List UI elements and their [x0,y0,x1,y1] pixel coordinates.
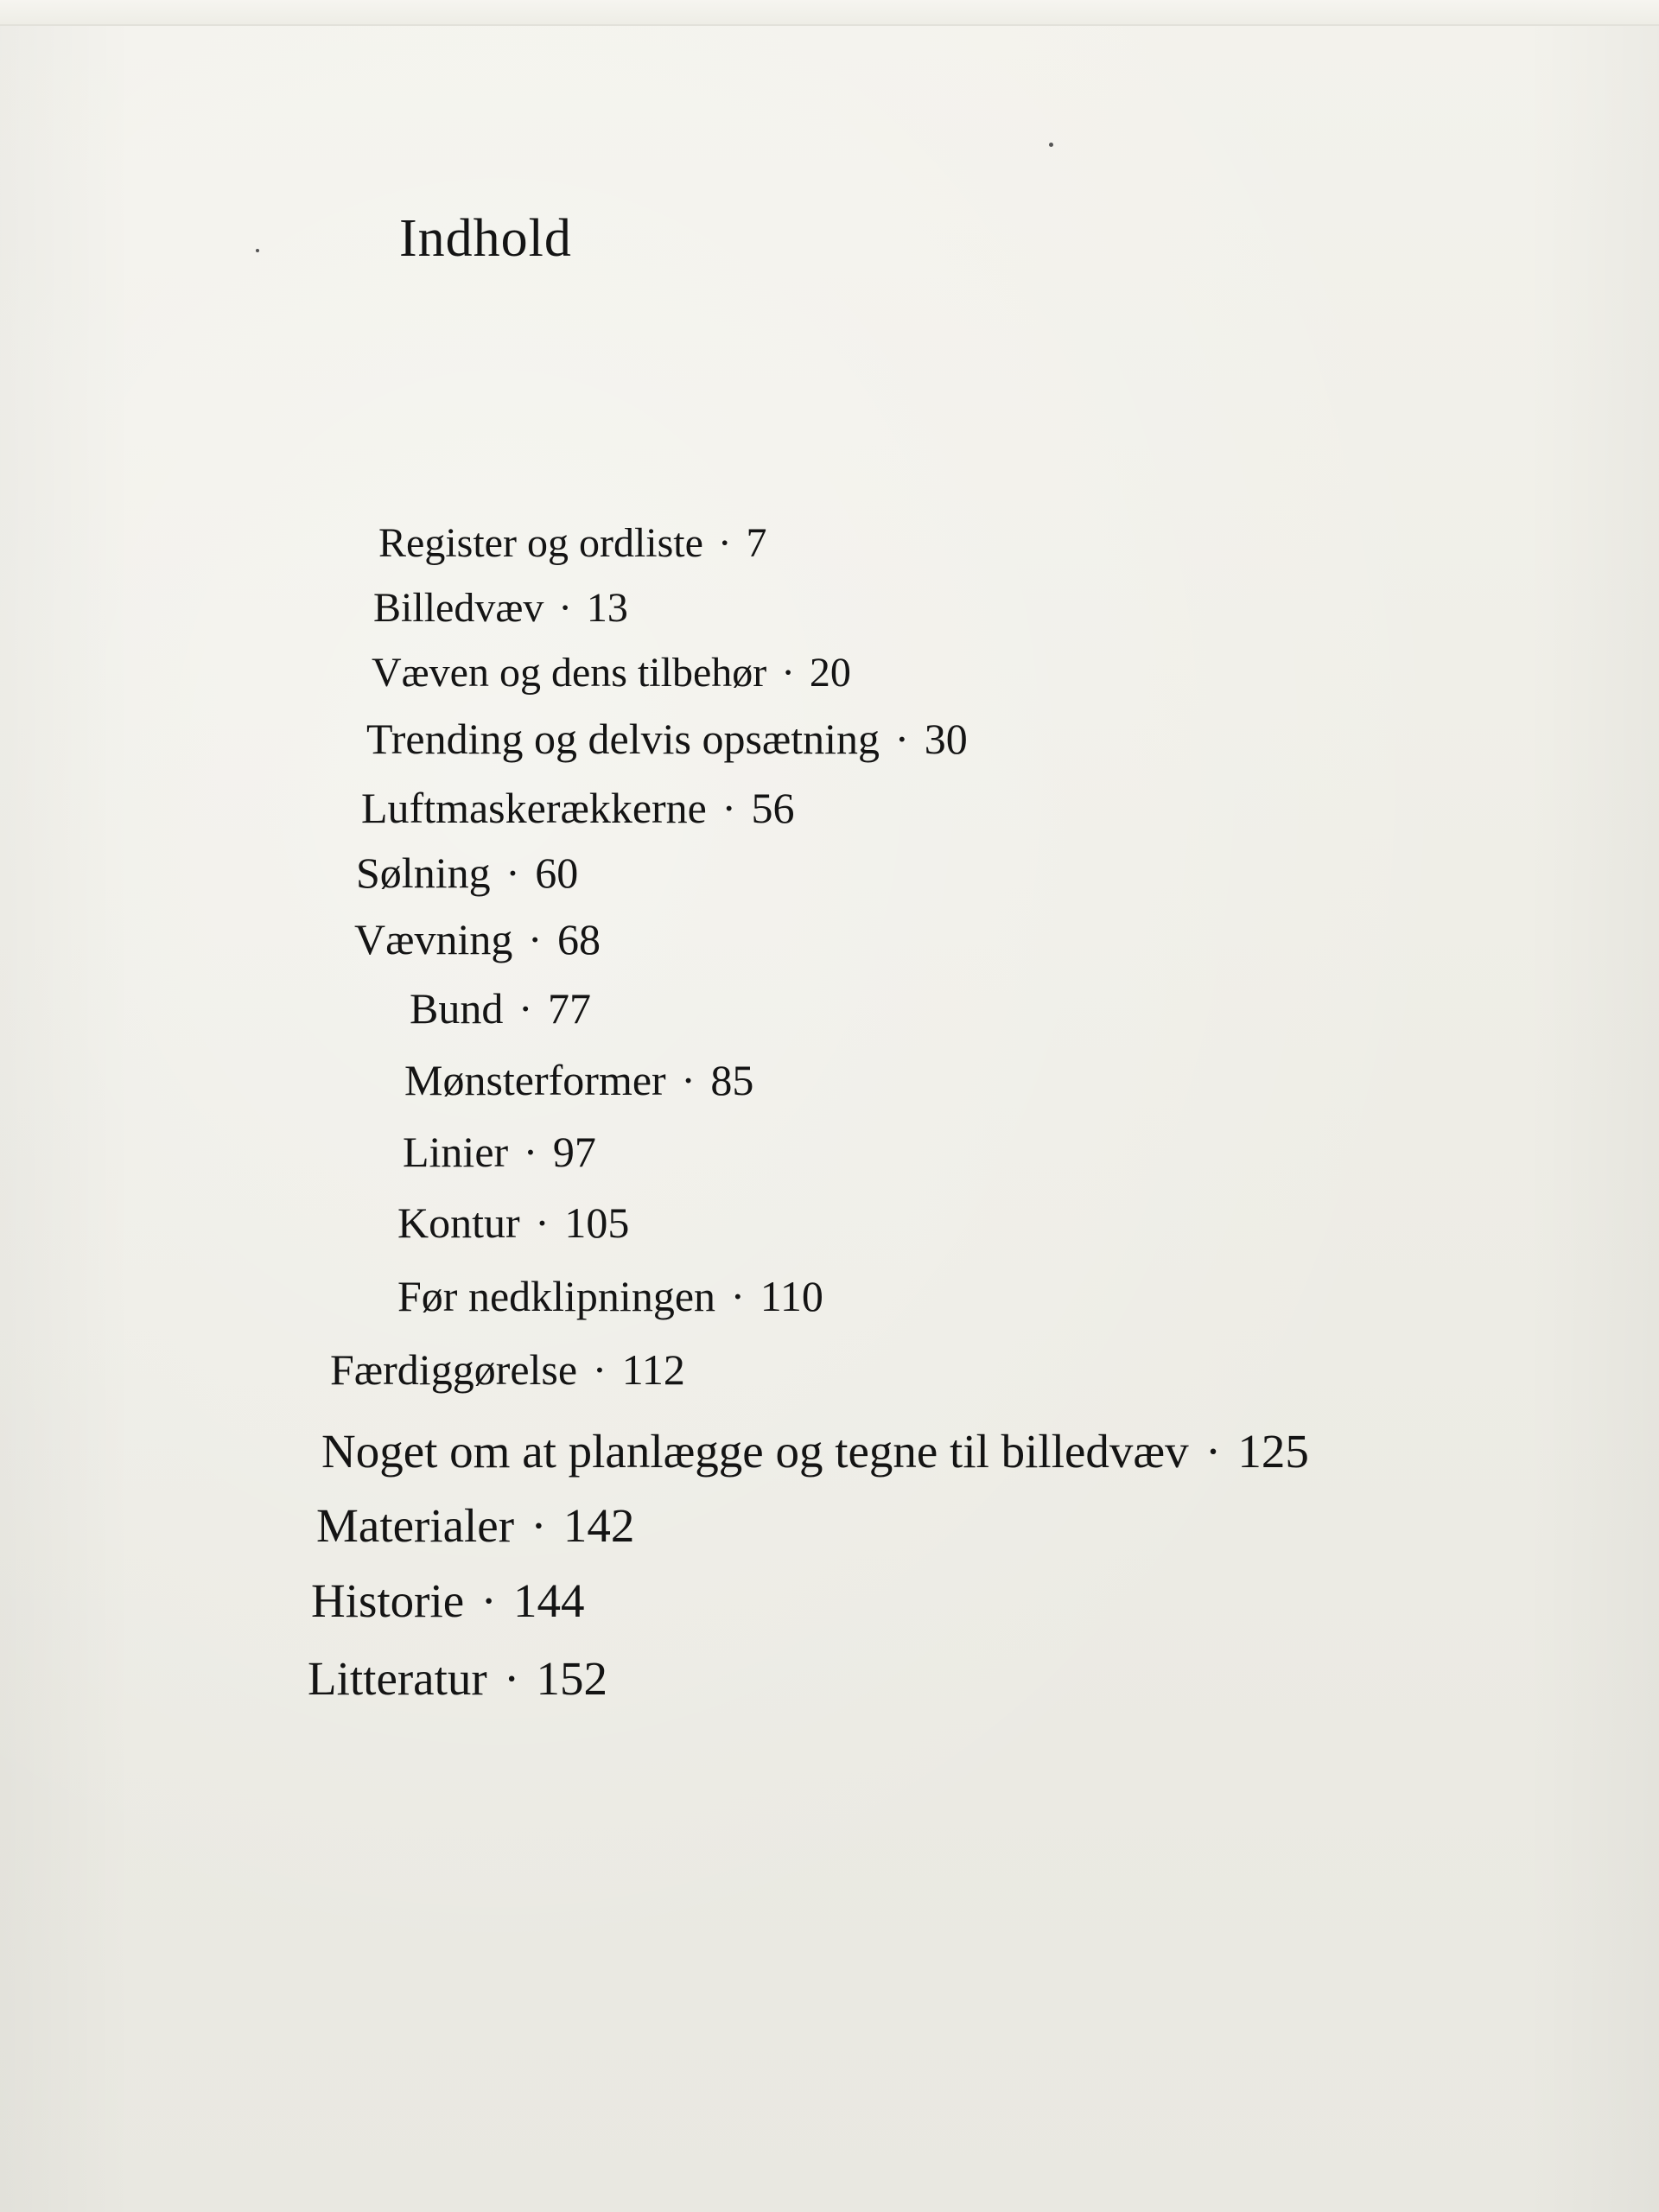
toc-entry [354,915,601,963]
toc-separator: · [527,915,543,963]
toc-separator: · [730,1272,746,1320]
toc-entry-page: 142 [563,1499,635,1552]
toc-entry-page: 144 [513,1574,585,1627]
toc-entry [403,1128,596,1176]
toc-entry-title: Billedvæv [373,585,544,631]
toc-entry [361,786,795,830]
toc-entry [366,715,968,763]
toc-entry [356,849,579,897]
toc-separator: · [503,1652,520,1705]
toc-entry-title: Litteratur [308,1652,487,1705]
toc-entry-title: Kontur [397,1198,520,1247]
toc-entry [404,1058,753,1102]
toc-separator: · [781,650,796,696]
toc-entry-page: 105 [564,1198,630,1247]
toc-entry [410,984,592,1033]
toc-entry-page: 7 [746,520,767,566]
toc-entry [378,520,767,566]
toc-entry-title: Trending og delvis opsætning [366,715,880,763]
toc-entry-page: 56 [751,784,795,832]
toc-entry-page: 85 [710,1056,754,1104]
toc-entry-title: Vævning [354,915,513,963]
toc-entry-title: Historie [311,1574,465,1627]
toc-separator: · [894,715,910,763]
toc-separator: · [505,849,520,897]
toc-separator: · [558,585,573,631]
toc-entry-title: Noget om at planlægge og tegne til billedvæv [321,1425,1189,1478]
toc-entry-page: 20 [809,650,851,696]
toc-entry [311,1574,585,1627]
toc-separator: · [592,1345,607,1394]
toc-entry-title: Materialer [316,1499,515,1552]
toc-entry-title: Bund [410,984,504,1033]
page-title: Indhold [399,209,572,268]
toc-entry-title: Linier [403,1128,509,1176]
toc-entry-title: Før nedklipningen [397,1272,716,1320]
toc-entry [330,1345,685,1394]
toc-entry-page: 68 [557,915,601,963]
toc-entry-page: 152 [536,1652,608,1705]
toc-entry-title: Væven og dens tilbehør [372,650,767,696]
toc-separator: · [681,1056,696,1104]
toc-entry-page: 110 [760,1272,823,1320]
toc-entry-page: 60 [535,849,579,897]
toc-entry-title: Sølning [356,849,491,897]
toc-separator: · [480,1574,497,1627]
toc-entry-title: Register og ordliste [378,520,703,566]
toc-entry-title: Færdiggørelse [330,1345,578,1394]
toc-separator: · [717,520,732,566]
toc-separator: · [518,984,533,1033]
toc-entry-page: 13 [586,585,628,631]
toc-entry [321,1425,1309,1478]
toc-entry-page: 97 [552,1128,596,1176]
toc-entry [316,1499,635,1552]
toc-entry-title: Mønsterformer [404,1056,666,1104]
toc-entry [308,1652,608,1705]
toc-entry [397,1198,630,1247]
toc-entry-page: 77 [548,984,592,1033]
toc-separator: · [535,1198,550,1247]
toc-separator: · [531,1499,547,1552]
toc-entry-page: 125 [1237,1425,1309,1478]
toc-entry-page: 112 [621,1345,685,1394]
toc-separator: · [523,1128,538,1176]
toc-separator: · [721,784,737,832]
toc-entry-title: Luftmaskerækkerne [361,784,707,832]
toc-entry-page: 30 [924,715,968,763]
toc-entry [372,652,851,694]
toc-entry [373,585,628,631]
toc-entry [397,1274,823,1318]
toc-separator: · [1205,1425,1222,1478]
